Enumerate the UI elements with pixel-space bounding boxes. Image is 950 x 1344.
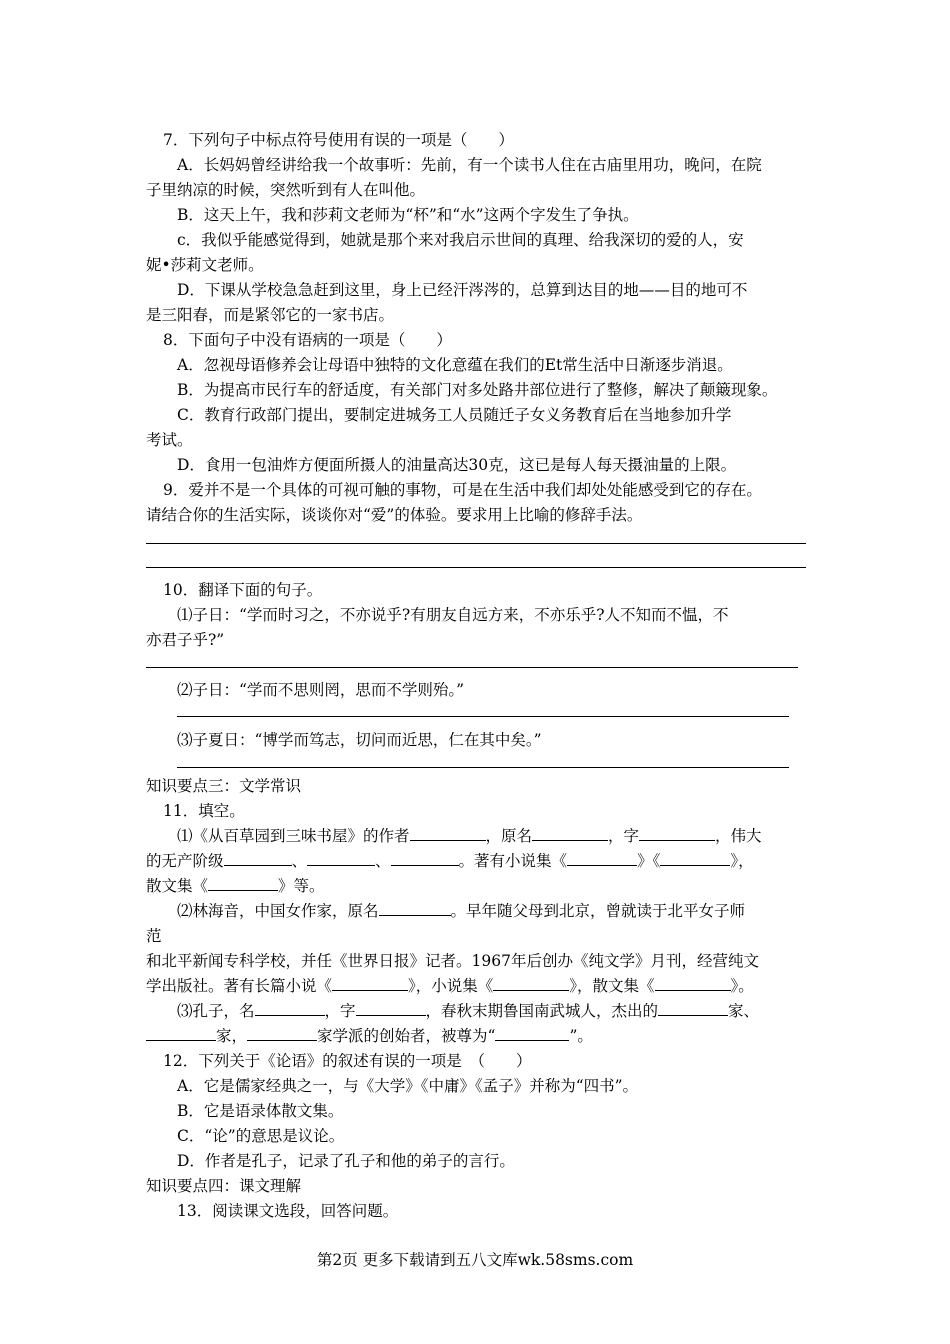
text: 家学派的创始者，被尊为“ (317, 1027, 496, 1045)
text: 》。 (730, 977, 754, 995)
q9-line1: 9．爱并不是一个具体的可视可触的事物，可是在生活中我们却处处能感受到它的存在。 (163, 481, 762, 499)
blank-confucius-name[interactable] (255, 1001, 325, 1016)
q10-answer-line-2[interactable] (177, 716, 789, 717)
q8-option-c-line2: 考试。 (146, 431, 193, 449)
blank-confucius-courtesy-name[interactable] (356, 1001, 426, 1016)
q11-p1-line2 (146, 851, 754, 871)
text: ，字 (324, 1002, 356, 1020)
q8-option-a: A．忽视母语修养会让母语中独特的文化意蕴在我们的Et常生活中日渐逐步消退。 (177, 356, 733, 374)
section4-heading: 知识要点四：课文理解 (146, 1177, 302, 1195)
blank-school[interactable] (247, 1026, 317, 1041)
q7-option-c-line2: 妮•莎莉文老师。 (146, 256, 264, 274)
text: ，原名 (485, 827, 533, 845)
blank-lin-original-name[interactable] (379, 901, 451, 916)
q8-option-c-line1: C．教育行政部门提出，要制定进城务工人员随迁子女义务教育后在当地参加升学 (177, 406, 732, 424)
q7-option-a-line2: 子里纳凉的时候，突然听到有人在叫他。 (146, 181, 426, 199)
q8-option-d: D．食用一包油炸方便面所摄人的油量高达30克，这已是每人每天摄油量的上限。 (177, 456, 737, 474)
q11-p1-line1 (177, 826, 762, 846)
blank-story-collection[interactable] (493, 976, 569, 991)
text: ⑶孔子，名 (177, 1002, 255, 1020)
text: ⑴《从百草园到三味书屋》的作者 (177, 827, 410, 845)
q11-p3-line1 (177, 1001, 759, 1021)
blank-novel-2[interactable] (660, 851, 730, 866)
q13-stem: 13．阅读课文选段，回答问题。 (177, 1202, 399, 1220)
blank-role-2[interactable] (307, 851, 375, 866)
q12-option-d: D．作者是孔子，记录了孔子和他的弟子的言行。 (177, 1152, 515, 1170)
q11-p2-line3: 和北平新闻专科学校，并任《世界日报》记者。1967年后创办《纯文学》月刊，经营纯文 (146, 952, 759, 970)
blank-title-1[interactable] (658, 1001, 728, 1016)
q8-stem: 8．下面句子中没有语病的一项是（ ） (163, 331, 452, 349)
q10-answer-line-1[interactable] (146, 667, 798, 668)
text: ”。 (569, 1027, 593, 1045)
blank-author[interactable] (410, 826, 486, 841)
q8-option-b: B．为提高市民行车的舒适度，有关部门对多处路井部位进行了整修，解决了颠簸现象。 (177, 381, 778, 399)
blank-title-2[interactable] (146, 1026, 216, 1041)
q10-sentence3: ⑶子夏日：“博学而笃志，切问而近思，仁在其中矣。” (177, 731, 542, 749)
q11-p2-line2: 范 (146, 927, 162, 945)
text: 》，小说集《 (408, 977, 494, 995)
text: 》等。 (278, 877, 325, 895)
q10-sentence1-line1: ⑴子日：“学而时习之，不亦说乎?有朋友自远方来，不亦乐乎?人不知而不愠，不 (177, 606, 729, 624)
blank-honorific[interactable] (495, 1026, 569, 1041)
text: ⑵林海音，中国女作家，原名 (177, 902, 379, 920)
q7-option-c-line1: c．我似乎能感觉得到，她就是那个来对我启示世间的真理、给我深切的爱的人，安 (177, 231, 744, 249)
q10-stem: 10．翻译下面的句子。 (163, 581, 323, 599)
q12-option-b: B．它是语录体散文集。 (177, 1102, 344, 1120)
q7-option-d-line1: D．下课从学校急急赶到这里，身上已经汗涔涔的，总算到达目的地——目的地可不 (177, 281, 748, 299)
q11-p3-line2 (146, 1026, 593, 1046)
blank-role-1[interactable] (224, 851, 292, 866)
text: 、 (375, 852, 391, 870)
blank-role-3[interactable] (391, 851, 459, 866)
q9-answer-line-2[interactable] (146, 567, 806, 568)
blank-essay-collection[interactable] (208, 876, 278, 891)
text: 。早年随父母到北京，曾就读于北平女子师 (450, 902, 746, 920)
q12-option-a: A．它是儒家经典之一，与《大学》《中庸》《孟子》并称为“四书”。 (177, 1077, 639, 1095)
q10-sentence1-line2: 亦君子乎?” (146, 631, 225, 649)
section3-heading: 知识要点三：文学常识 (146, 777, 302, 795)
text: ，字 (608, 827, 640, 845)
text: 家， (216, 1027, 248, 1045)
blank-courtesy-name[interactable] (639, 826, 715, 841)
text: 散文集《 (146, 877, 209, 895)
blank-original-name[interactable] (532, 826, 608, 841)
text: 的无产阶级 (146, 852, 224, 870)
q7-option-d-line2: 是三阳春，而是紧邻它的一家书店。 (146, 306, 395, 324)
q12-option-c: C．“论”的意思是议论。 (177, 1127, 345, 1145)
blank-essay-collection-2[interactable] (655, 976, 731, 991)
page-footer: 第2页 更多下载请到五八文库wk.58sms.com (316, 1251, 634, 1269)
q11-p2-line4 (146, 976, 754, 996)
text: ，春秋末期鲁国南武城人，杰出的 (425, 1002, 659, 1020)
q7-option-b: B．这天上午，我和莎莉文老师为“杯”和“水”这两个字发生了争执。 (177, 206, 639, 224)
q11-stem: 11．填空。 (163, 802, 245, 820)
q9-answer-line-1[interactable] (146, 543, 806, 544)
blank-long-novel[interactable] (332, 976, 408, 991)
q11-p1-line3 (146, 876, 325, 896)
text: 、 (291, 852, 308, 870)
text: 家、 (728, 1002, 760, 1020)
q7-stem: 7．下列句子中标点符号使用有误的一项是（ ） (163, 131, 514, 149)
blank-novel-1[interactable] (567, 851, 637, 866)
q7-option-a-line1: A．长妈妈曾经讲给我一个故事听：先前，有一个读书人住在古庙里用功，晚问，在院 (177, 156, 762, 174)
text: 。著有小说集《 (458, 852, 568, 870)
q9-line2: 请结合你的生活实际，谈谈你对“爱”的体验。要求用上比喻的修辞手法。 (146, 506, 643, 524)
text: 学出版社。著有长篇小说《 (146, 977, 333, 995)
text: 》《 (637, 852, 661, 870)
q10-sentence2: ⑵子日：“学而不思则罔，思而不学则殆。” (177, 681, 465, 699)
text: ，伟大 (715, 827, 762, 845)
text: 》， (730, 852, 754, 870)
q11-p2-line1 (177, 901, 745, 921)
text: 》，散文集《 (569, 977, 655, 995)
q10-answer-line-3[interactable] (177, 767, 789, 768)
q12-stem: 12．下列关于《论语》的叙述有误的一项是 （ ） (163, 1052, 532, 1070)
